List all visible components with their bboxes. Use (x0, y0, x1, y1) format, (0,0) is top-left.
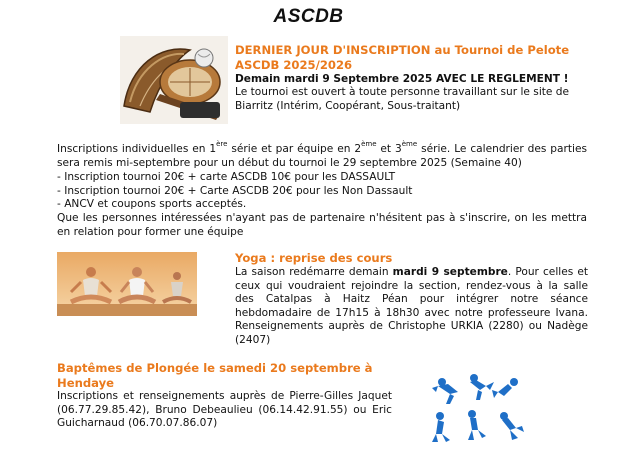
plongee-text: Inscriptions et renseignements auprès de Pierre-Gilles Jaquet (06.77.29.85.42), Bruno Debeaulieu (06.14.42.91.55) ou Eric Guicharnaud (06.70.07.86.07) (57, 390, 392, 430)
pelote-heading: DERNIER JOUR D'INSCRIPTION au Tournoi de Pelote ASCDB 2025/2026 (235, 43, 570, 72)
yoga-date: mardi 9 septembre (392, 266, 508, 278)
yoga-text (235, 266, 588, 348)
sup-2: ème (361, 140, 377, 149)
list-item: - ANCV et coupons sports acceptés. (57, 198, 247, 211)
pelote-bold-line: Demain mardi 9 Septembre 2025 AVEC LE REGLEMENT ! (235, 73, 569, 85)
inscriptions-list (57, 171, 587, 212)
inscriptions-closing: Que les personnes intéressées n'ayant pas de partenaire n'hésitent pas à s'inscrire, on les mettra en relation pour former une équipe (57, 212, 587, 238)
page-title: ASCDB (273, 6, 344, 27)
yoga-heading: Yoga : reprise des cours (235, 251, 393, 265)
inscriptions-text-b: série et par équipe en 2 (227, 143, 362, 155)
inscriptions-text-c: et 3 (376, 143, 402, 155)
inscriptions-text-a: Inscriptions individuelles en 1 (57, 143, 217, 155)
sup-1: ère (216, 140, 228, 149)
yoga-text-a: La saison redémarre demain (235, 266, 393, 278)
plongee-heading: Baptêmes de Plongée le samedi 20 septembre à Hendaye (57, 361, 373, 390)
pelote-text: Le tournoi est ouvert à toute personne travaillant sur le site de Biarritz (Intérim, Coopérant, Sous-traitant) (235, 86, 570, 112)
pelote-basque-gloves-icon (120, 36, 228, 124)
list-item: - Inscription tournoi 20€ + Carte ASCDB 20€ pour les Non Dassault (57, 184, 413, 197)
yoga-class-photo (57, 252, 197, 316)
inscriptions-paragraph (57, 140, 587, 170)
sup-3: ème (401, 140, 418, 149)
scuba-divers-icon (428, 368, 528, 446)
yoga-text-b: . Pour celles et ceux qui voudraient rejoindre la section, rendez-vous à la salle des Catalpas à Haitz Péan pour intégrer notre séance hebdomadaire de 17h15 à 18h30 avec notre professeure Ivana. Renseignements auprès de Christophe URKIA (2280) ou Nadège (2407) (235, 266, 589, 346)
list-item: - Inscription tournoi 20€ + carte ASCDB 10€ pour les DASSAULT (57, 171, 396, 183)
inscriptions-text-d: série. Le calendrier des parties sera remis mi-septembre pour un début du tournoi le 29 septembre 2025 (Semaine 40) (57, 143, 587, 169)
